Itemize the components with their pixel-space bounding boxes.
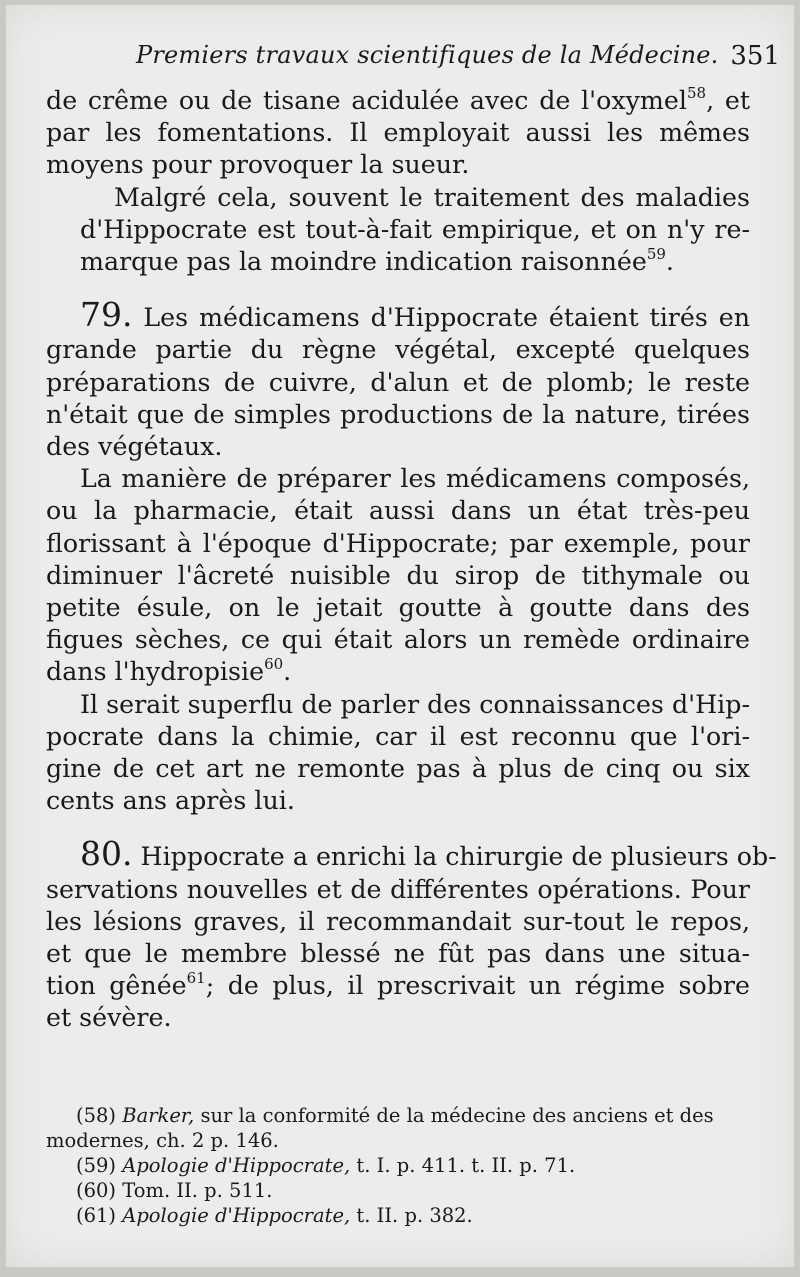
text-line: [46, 85, 750, 117]
footnote-text: Tom. II. p. 511.: [122, 1179, 273, 1202]
text-run: marque pas la moindre indication raisonnée: [80, 247, 647, 277]
text-line: cents ans après lui.: [46, 786, 295, 816]
text-line: Malgré cela, souvent le traitement des maladies: [114, 182, 750, 212]
footnotes: [46, 1103, 750, 1228]
paragraph-2: [46, 182, 750, 279]
text-run: .: [665, 247, 674, 277]
text-line: Il serait superflu de parler des connaissances d'Hip-: [80, 689, 750, 719]
footnote-author: Barker,: [122, 1104, 195, 1127]
footnote-58-continued: modernes, ch. 2 p. 146.: [46, 1129, 279, 1152]
text-run: dans l'hydropisie: [46, 657, 265, 687]
text-line: [46, 656, 750, 688]
body-text: [46, 84, 777, 1035]
text-line: gine de cet art ne remonte pas à plus de cinq ou six: [46, 754, 750, 784]
footnote-mark: (61): [76, 1204, 117, 1227]
section-79: [46, 295, 750, 463]
text-line: n'était que de simples productions de la nature, tirées: [46, 399, 750, 429]
text-line: La manière de préparer les médicamens composés,: [80, 464, 750, 494]
text-line: figues sèches, ce qui était alors un remède ordinaire: [46, 625, 750, 655]
book-page: [6, 5, 794, 1267]
text-line: préparations de cuivre, d'alun et de plomb; le reste: [46, 367, 750, 397]
footnote-mark: (59): [76, 1154, 117, 1177]
section-number: 79.: [80, 295, 133, 335]
text-line: les lésions graves, il recommandait sur-tout le repos,: [46, 906, 750, 936]
footnote-58: [46, 1103, 750, 1128]
paragraph-5: [46, 689, 750, 818]
footnote-59: [46, 1153, 750, 1178]
footnote-ref-58: 58: [686, 84, 707, 102]
page-number: 351: [730, 41, 780, 71]
section-80: [46, 834, 777, 1034]
section-number: 80.: [80, 834, 133, 874]
text-line: ou la pharmacie, était aussi dans un état très-peu: [46, 496, 750, 526]
text-line: [46, 970, 750, 1002]
text-run: Les médicamens d'Hippocrate étaient tirés en: [143, 303, 750, 333]
text-line: moyens pour provoquer la sueur.: [46, 150, 470, 180]
footnote-ref-61: 61: [186, 969, 206, 988]
text-line: par les fomentations. Il employait aussi les mêmes: [46, 118, 750, 148]
footnote-work: Apologie d'Hippocrate,: [122, 1154, 351, 1177]
footnote-text: t. II. p. 382.: [356, 1204, 473, 1227]
text-run: ; de plus, il prescrivait un régime sobre: [205, 971, 750, 1001]
text-line: diminuer l'âcreté nuisible du sirop de tithymale ou: [46, 560, 750, 590]
text-line: et sévère.: [46, 1003, 172, 1033]
text-run: de crême ou de tisane acidulée avec de l'oxymel: [46, 86, 687, 115]
text-line: petite ésule, on le jetait goutte à goutte dans des: [46, 593, 750, 623]
paragraph-4: [46, 463, 750, 688]
footnote-mark: (60): [76, 1179, 117, 1202]
text-run: , et: [706, 86, 750, 115]
footnote-60: [46, 1178, 750, 1203]
text-line: d'Hippocrate est tout-à-fait empirique, et on n'y re-: [80, 214, 750, 244]
text-line: des végétaux.: [46, 432, 223, 462]
paragraph-1: [46, 85, 750, 182]
footnote-text: t. I. p. 411. t. II. p. 71.: [356, 1154, 576, 1177]
text-run: tion gênée: [46, 971, 187, 1001]
text-line: et que le membre blessé ne fût pas dans une situa-: [46, 939, 750, 969]
footnote-text: sur la conformité de la médecine des anciens et des: [200, 1104, 714, 1127]
footnote-ref-60: 60: [264, 655, 284, 674]
running-title: Premiers travaux scientifiques de la Médecine.: [136, 41, 719, 69]
footnote-mark: (58): [76, 1104, 117, 1127]
text-line: grande partie du règne végétal, excepté quelques: [46, 335, 750, 365]
text-run: Hippocrate a enrichi la chirurgie de plusieurs ob-: [140, 842, 777, 872]
text-line: servations nouvelles et de différentes opérations. Pour: [46, 874, 750, 904]
page-header: [136, 41, 780, 75]
text-line: pocrate dans la chimie, car il est reconnu que l'ori-: [46, 721, 750, 751]
footnote-ref-59: 59: [646, 245, 666, 264]
text-line: [46, 834, 777, 874]
text-line: [46, 246, 750, 278]
footnote-work: Apologie d'Hippocrate,: [122, 1204, 351, 1227]
footnote-61: [46, 1203, 750, 1228]
text-line: [46, 295, 750, 335]
text-run: .: [283, 657, 292, 687]
text-line: florissant à l'époque d'Hippocrate; par exemple, pour: [46, 528, 750, 558]
